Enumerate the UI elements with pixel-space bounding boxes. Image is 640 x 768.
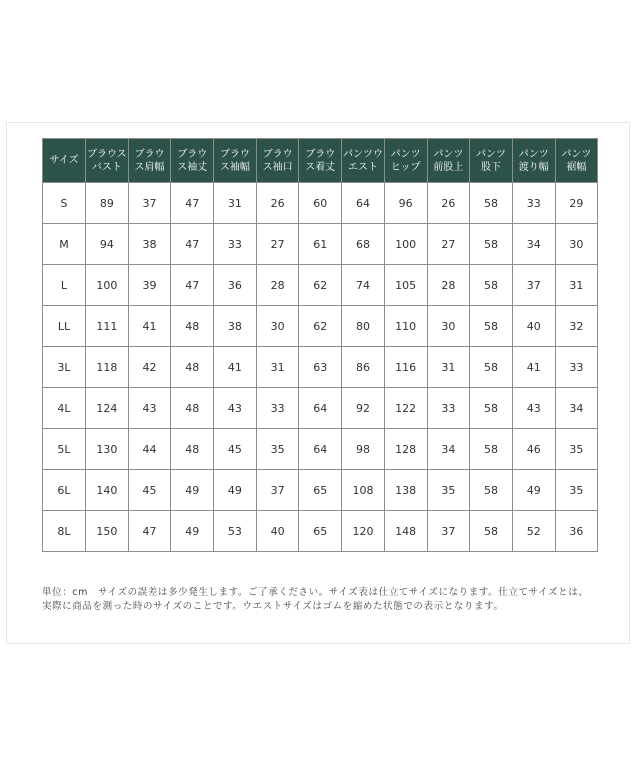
table-cell: 35 [555, 429, 598, 470]
table-cell: 47 [171, 183, 214, 224]
table-cell: 45 [128, 470, 171, 511]
table-cell: 122 [384, 388, 427, 429]
table-row [43, 183, 598, 224]
size-label-cell: L [43, 265, 86, 306]
header-cell: ブラウス バスト [86, 139, 129, 183]
table-cell: 58 [470, 183, 513, 224]
table-cell: 86 [342, 347, 385, 388]
table-cell: 58 [470, 347, 513, 388]
table-cell: 53 [214, 511, 257, 552]
header-cell: ブラウ ス袖口 [256, 139, 299, 183]
table-cell: 40 [512, 306, 555, 347]
table-cell: 128 [384, 429, 427, 470]
size-label-cell: LL [43, 306, 86, 347]
table-cell: 64 [342, 183, 385, 224]
table-cell: 41 [512, 347, 555, 388]
table-cell: 58 [470, 388, 513, 429]
table-cell: 130 [86, 429, 129, 470]
table-cell: 30 [256, 306, 299, 347]
table-cell: 80 [342, 306, 385, 347]
table-cell: 48 [171, 347, 214, 388]
table-cell: 43 [512, 388, 555, 429]
table-cell: 62 [299, 306, 342, 347]
table-cell: 41 [128, 306, 171, 347]
table-cell: 33 [256, 388, 299, 429]
table-cell: 35 [256, 429, 299, 470]
table-cell: 33 [555, 347, 598, 388]
table-cell: 120 [342, 511, 385, 552]
table-cell: 37 [256, 470, 299, 511]
table-cell: 47 [171, 265, 214, 306]
table-cell: 41 [214, 347, 257, 388]
header-cell: ブラウ ス肩幅 [128, 139, 171, 183]
size-note: 単位：cm サイズの誤差は多少発生します。ご了承ください。サイズ表は仕立てサイズになります。仕立てサイズとは、実際に商品を測った時のサイズのことです。ウエストサイズはゴムを縮めた状態での表示となります。 [42, 587, 589, 612]
table-cell: 47 [128, 511, 171, 552]
table-body [43, 183, 598, 552]
table-cell: 40 [256, 511, 299, 552]
header-cell: パンツウ エスト [342, 139, 385, 183]
table-cell: 43 [128, 388, 171, 429]
table-cell: 63 [299, 347, 342, 388]
table-cell: 98 [342, 429, 385, 470]
table-cell: 26 [256, 183, 299, 224]
table-cell: 58 [470, 511, 513, 552]
table-cell: 44 [128, 429, 171, 470]
table-cell: 36 [214, 265, 257, 306]
size-label-cell: 8L [43, 511, 86, 552]
table-row [43, 306, 598, 347]
header-cell: ブラウ ス着丈 [299, 139, 342, 183]
table-cell: 100 [384, 224, 427, 265]
table-cell: 49 [171, 511, 214, 552]
table-cell: 148 [384, 511, 427, 552]
table-cell: 68 [342, 224, 385, 265]
table-cell: 65 [299, 470, 342, 511]
table-cell: 48 [171, 388, 214, 429]
table-cell: 108 [342, 470, 385, 511]
table-cell: 48 [171, 429, 214, 470]
table-cell: 105 [384, 265, 427, 306]
table-cell: 43 [214, 388, 257, 429]
header-cell: パンツ 前股上 [427, 139, 470, 183]
table-cell: 49 [171, 470, 214, 511]
table-cell: 35 [427, 470, 470, 511]
table-cell: 89 [86, 183, 129, 224]
table-row [43, 470, 598, 511]
table-cell: 49 [512, 470, 555, 511]
table-cell: 30 [427, 306, 470, 347]
table-cell: 35 [555, 470, 598, 511]
table-cell: 47 [171, 224, 214, 265]
table-cell: 110 [384, 306, 427, 347]
table-cell: 62 [299, 265, 342, 306]
table-cell: 100 [86, 265, 129, 306]
table-cell: 33 [512, 183, 555, 224]
table-cell: 150 [86, 511, 129, 552]
table-cell: 38 [214, 306, 257, 347]
header-cell-size: サイズ [43, 139, 86, 183]
table-cell: 74 [342, 265, 385, 306]
table-cell: 31 [214, 183, 257, 224]
header-cell: パンツ 裾幅 [555, 139, 598, 183]
table-cell: 111 [86, 306, 129, 347]
table-cell: 96 [384, 183, 427, 224]
table-cell: 58 [470, 306, 513, 347]
table-cell: 39 [128, 265, 171, 306]
table-cell: 37 [512, 265, 555, 306]
table-row [43, 388, 598, 429]
table-cell: 58 [470, 265, 513, 306]
table-cell: 116 [384, 347, 427, 388]
table-cell: 30 [555, 224, 598, 265]
table-cell: 45 [214, 429, 257, 470]
table-cell: 64 [299, 429, 342, 470]
table-cell: 118 [86, 347, 129, 388]
table-cell: 32 [555, 306, 598, 347]
size-label-cell: 5L [43, 429, 86, 470]
table-row [43, 511, 598, 552]
header-cell: ブラウ ス袖幅 [214, 139, 257, 183]
table-cell: 61 [299, 224, 342, 265]
table-cell: 28 [256, 265, 299, 306]
table-cell: 31 [256, 347, 299, 388]
table-cell: 58 [470, 224, 513, 265]
table-row [43, 224, 598, 265]
table-cell: 33 [427, 388, 470, 429]
table-cell: 58 [470, 429, 513, 470]
size-label-cell: 6L [43, 470, 86, 511]
table-cell: 52 [512, 511, 555, 552]
size-label-cell: M [43, 224, 86, 265]
header-cell: パンツ 股下 [470, 139, 513, 183]
table-cell: 42 [128, 347, 171, 388]
size-label-cell: 4L [43, 388, 86, 429]
table-row [43, 429, 598, 470]
table-cell: 31 [427, 347, 470, 388]
table-cell: 36 [555, 511, 598, 552]
table-cell: 34 [555, 388, 598, 429]
table-cell: 46 [512, 429, 555, 470]
table-row [43, 347, 598, 388]
table-cell: 48 [171, 306, 214, 347]
table-cell: 26 [427, 183, 470, 224]
size-label-cell: 3L [43, 347, 86, 388]
table-cell: 28 [427, 265, 470, 306]
table-cell: 140 [86, 470, 129, 511]
table-cell: 92 [342, 388, 385, 429]
header-cell: ブラウ ス袖丈 [171, 139, 214, 183]
table-cell: 29 [555, 183, 598, 224]
table-cell: 65 [299, 511, 342, 552]
table-cell: 34 [427, 429, 470, 470]
table-cell: 38 [128, 224, 171, 265]
header-cell: パンツ ヒップ [384, 139, 427, 183]
size-table [42, 138, 598, 552]
table-cell: 94 [86, 224, 129, 265]
table-cell: 27 [256, 224, 299, 265]
table-cell: 58 [470, 470, 513, 511]
table-cell: 138 [384, 470, 427, 511]
table-cell: 33 [214, 224, 257, 265]
size-label-cell: S [43, 183, 86, 224]
table-cell: 124 [86, 388, 129, 429]
table-cell: 60 [299, 183, 342, 224]
header-cell: パンツ 渡り幅 [512, 139, 555, 183]
table-cell: 34 [512, 224, 555, 265]
table-cell: 37 [128, 183, 171, 224]
table-header-row [43, 139, 598, 183]
table-cell: 49 [214, 470, 257, 511]
table-cell: 31 [555, 265, 598, 306]
table-cell: 37 [427, 511, 470, 552]
table-row [43, 265, 598, 306]
table-cell: 64 [299, 388, 342, 429]
table-cell: 27 [427, 224, 470, 265]
